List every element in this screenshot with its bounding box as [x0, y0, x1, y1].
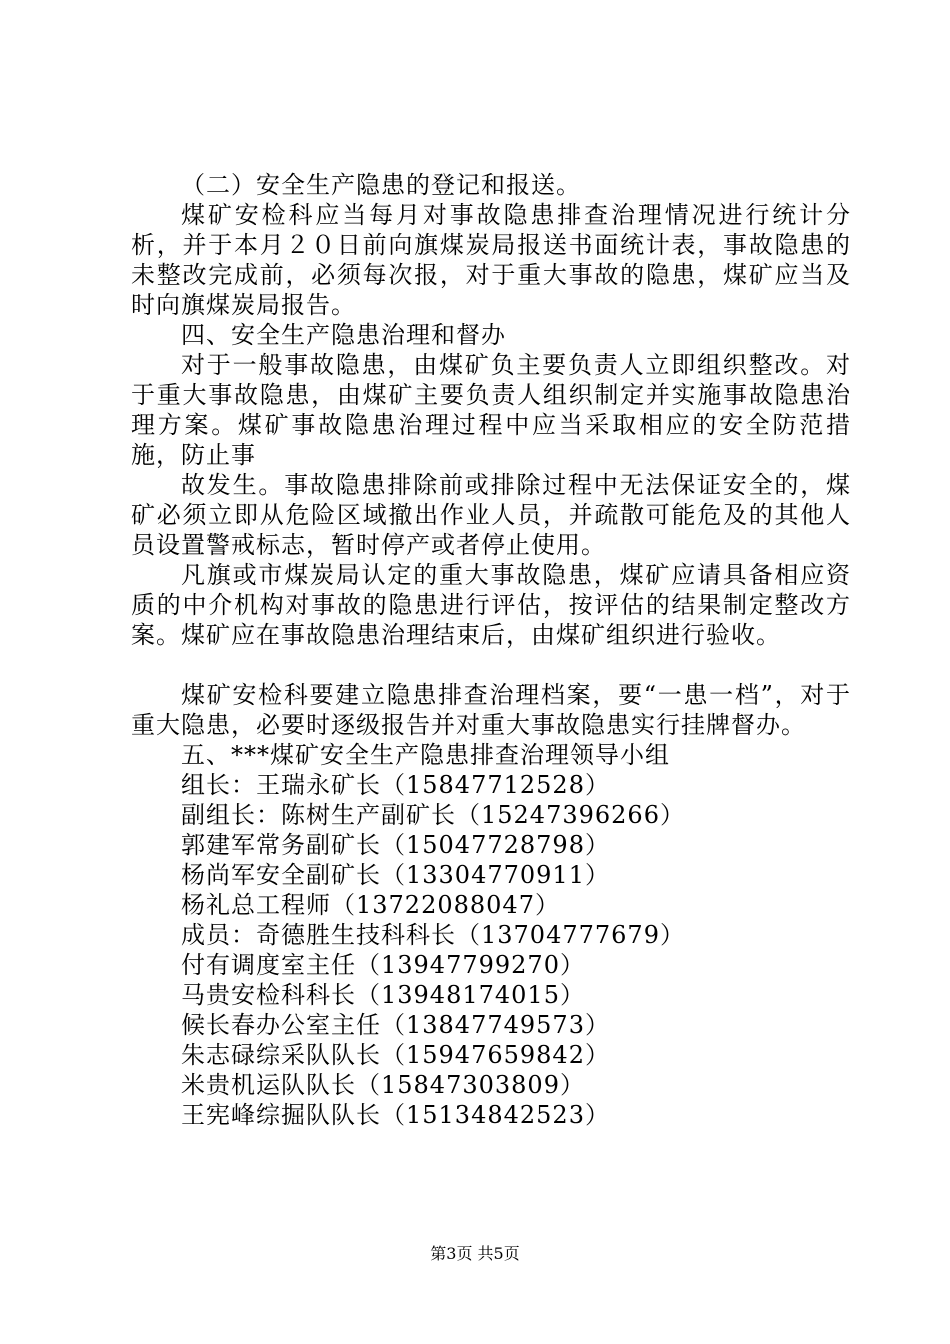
list-item: 副组长：陈树生产副矿长（15247396266） [181, 801, 685, 829]
list-item: 米贵机运队队长（15847303809） [181, 1071, 585, 1099]
page-number-footer: 第3页 共5页 [430, 1244, 520, 1263]
list-item: 朱志碌综采队队长（15947659842） [181, 1041, 610, 1069]
list-item: 组长：王瑞永矿长（15847712528） [181, 771, 610, 799]
list-item: 杨礼总工程师（13722088047） [181, 891, 560, 919]
list-item: 付有调度室主任（13947799270） [181, 951, 585, 979]
list-item: 候长春办公室主任（13847749573） [181, 1011, 610, 1039]
paragraph-evacuation: 故发生。事故隐患排除前或排除过程中无法保证安全的，煤矿必须立即从危险区域撤出作业人员，并疏散可能危及的其他人员设置警戒标志，暂时停产或者停止使用。 [131, 471, 851, 559]
document-body [131, 170, 851, 1130]
list-item: 杨尚军安全副矿长（13304770911） [181, 861, 610, 889]
list-item: 马贵安检科科长（13948174015） [181, 981, 585, 1009]
member-list [131, 770, 851, 1130]
list-item: 成员：奇德胜生技科科长（13704777679） [181, 921, 685, 949]
paragraph-statistics-report: 煤矿安检科应当每月对事故隐患排查治理情况进行统计分析，并于本月２０日前向旗煤炭局报送书面统计表，事故隐患的未整改完成前，必须每次报，对于重大事故的隐患，煤矿应当及时向旗煤炭局报告。 [131, 201, 851, 319]
section-heading-registration: （二）安全生产隐患的登记和报送。 [181, 171, 581, 199]
section-heading-leadership-group: 五、***煤矿安全生产隐患排查治理领导小组 [181, 741, 670, 769]
paragraph-archive: 煤矿安检科要建立隐患排查治理档案，要“一患一档”，对于重大隐患，必要时逐级报告并对重大事故隐患实行挂牌督办。 [131, 681, 851, 739]
section-heading-governance: 四、安全生产隐患治理和督办 [181, 321, 506, 349]
list-item: 王宪峰综掘队队长（15134842523） [181, 1101, 610, 1129]
list-item: 郭建军常务副矿长（15047728798） [181, 831, 610, 859]
paragraph-major-hazard-assessment: 凡旗或市煤炭局认定的重大事故隐患，煤矿应请具备相应资质的中介机构对事故的隐患进行评估，按评估的结果制定整改方案。煤矿应在事故隐患治理结束后，由煤矿组织进行验收。 [131, 561, 851, 649]
paragraph-spacer [131, 650, 851, 680]
paragraph-general-hazards: 对于一般事故隐患，由煤矿负主要负责人立即组织整改。对于重大事故隐患，由煤矿主要负责人组织制定并实施事故隐患治理方案。煤矿事故隐患治理过程中应当采取相应的安全防范措施，防止事 [131, 351, 851, 469]
